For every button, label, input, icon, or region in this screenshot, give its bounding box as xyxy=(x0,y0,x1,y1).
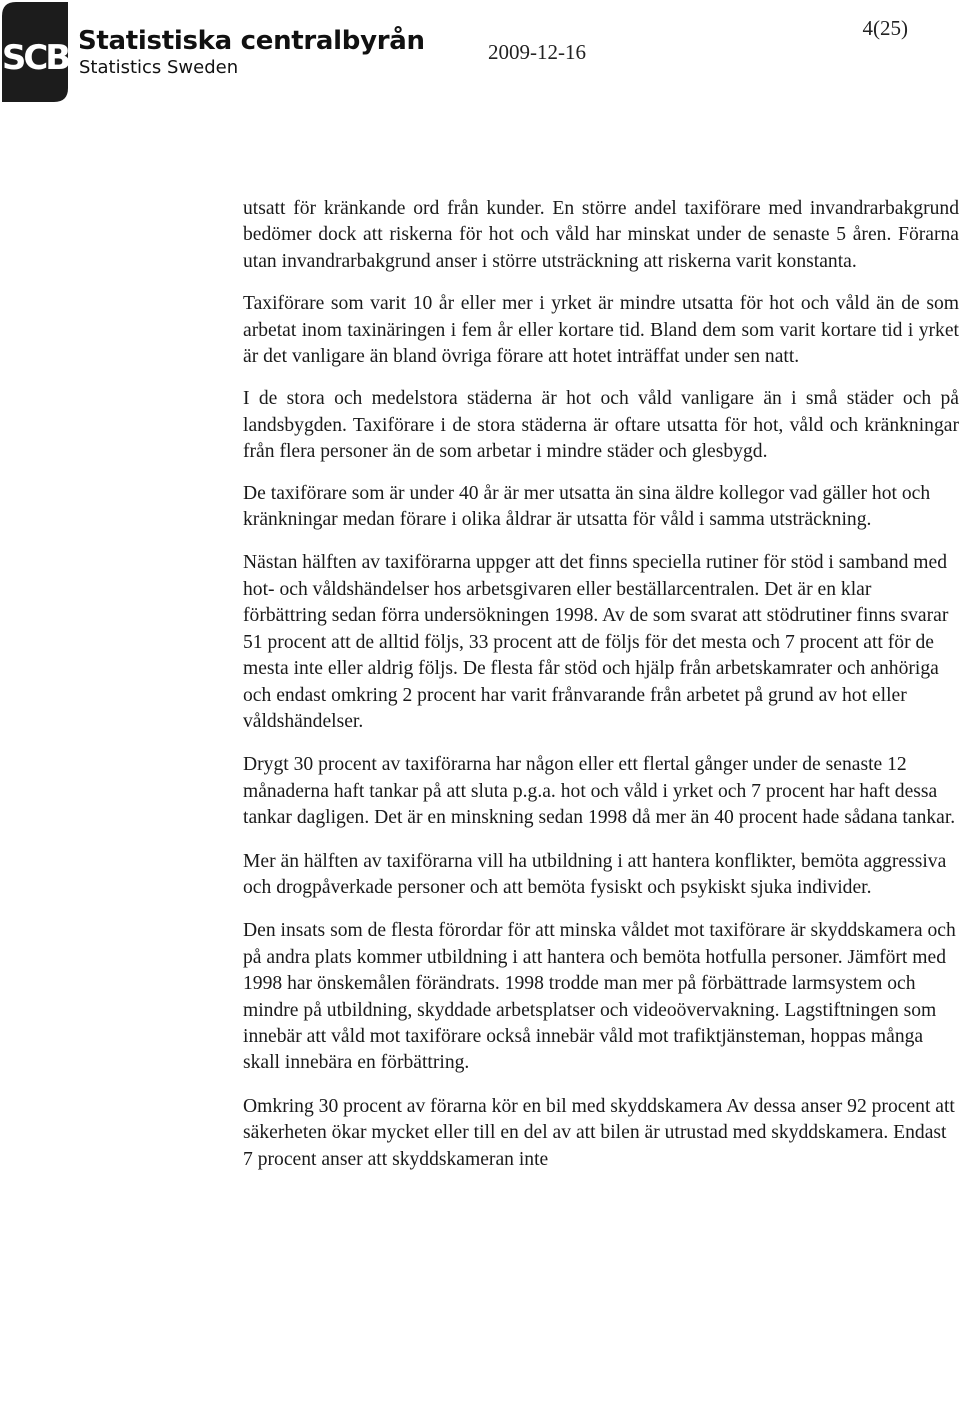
paragraph: Nästan hälften av taxiförarna uppger att det finns speciella rutiner för stöd i samband med hot- och våldshändelser hos arbetsgivaren eller beställarcentralen. Det är en klar förbättring sedan förra undersökningen 1998. Av de som svarat att stödrutiner finns svarar 51 procent att de alltid följs, 33 procent att de följs för det mesta och 7 procent att för de mesta inte eller aldrig följs. De flesta får stöd och hjälp från arbetskamrater och anhöriga och endast omkring 2 procent har varit frånvarande från arbetet på grund av hot eller våldshändelser. xyxy=(243,552,949,732)
organization-name-english: Statistics Sweden xyxy=(79,57,239,78)
page-header xyxy=(0,0,960,110)
paragraph: De taxiförare som är under 40 år är mer utsatta än sina äldre kollegor vad gäller hot och kränkningar medan förare i olika åldrar är utsatta för våld i samma utsträckning. xyxy=(243,482,931,531)
paragraph: utsatt för kränkande ord från kunder. En större andel taxiförare med invandrarbakgrund bedömer dock att riskerna för hot och våld har minskat under de senaste 5 åren. Förarna utan invandrarbakgrund anser i större utsträckning att riskerna varit konstanta. xyxy=(243,198,959,272)
paragraph: I de stora och medelstora städerna är hot och våld vanligare än i små städer och på landsbygden. Taxiförare i de stora städerna är oftare utsatta för hot, våld och kränkningar från flera personer än de som arbetar i mindre städer och glesbygd. xyxy=(243,388,959,463)
scb-logo-icon xyxy=(2,2,68,102)
logo-letters: SCB xyxy=(2,38,68,78)
paragraph: Taxiförare som varit 10 år eller mer i yrket är mindre utsatta för hot och våld än de som arbetat inom taxinäringen i fem år eller kortare tid. Bland dem som varit kortare tid i yrket är det vanligare än bland övriga förare att hotet inträffat under sen natt. xyxy=(243,293,959,368)
page-number: 4(25) xyxy=(862,16,908,40)
document-date: 2009-12-16 xyxy=(488,40,586,64)
document-body xyxy=(243,196,959,1173)
paragraph: Drygt 30 procent av taxiförarna har någon eller ett flertal gånger under de senaste 12 månaderna haft tankar på att sluta p.g.a. hot och våld i yrket och 7 procent har haft dessa tankar dagligen. Det är en minskning sedan 1998 då mer än 40 procent hade sådana tankar. xyxy=(243,754,956,829)
paragraph: Omkring 30 procent av förarna kör en bil med skyddskamera Av dessa anser 92 procent att säkerheten ökar mycket eller till en del av att bilen är utrustad med skyddskamera. Endast 7 procent anser att skyddskameran inte xyxy=(243,1095,955,1170)
paragraph: Den insats som de flesta förordar för att minska våldet mot taxiförare är skyddskamera och på andra plats kommer utbildning i att hantera och bemöta hotfulla personer. Jämfört med 1998 har önskemålen förändrats. 1998 trodde man mer på förbättrade larmsystem och mindre på utbildning, skyddade arbetsplatser och videoövervakning. Lagstiftningen som innebär att våld mot taxiförare också innebär våld mot trafiktjänsteman, hoppas många skall innebära en förbättring. xyxy=(243,920,956,1074)
paragraph: Mer än hälften av taxiförarna vill ha utbildning i att hantera konflikter, bemöta aggressiva och drogpåverkade personer och att bemöta fysiskt och psykiskt sjuka individer. xyxy=(243,850,947,898)
organization-name: Statistiska centralbyrån xyxy=(78,26,425,56)
